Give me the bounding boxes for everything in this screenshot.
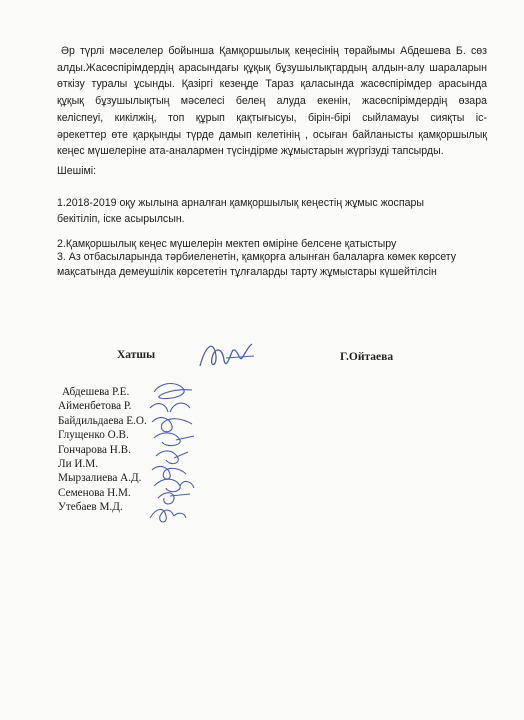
decision-item-3-cont: мақсатында демеушілік көрсететін тұлғаларды тарту жұмыстары күшейтілсін [57,266,437,278]
members-list [58,385,147,515]
intro-line: құқық бұзушылықтың мәселесі белең алуда екенін, жасөспірімдердің өзара [57,95,487,108]
intro-line: келіспеуі, кикілжің, топ құрып қақтығысуы, бірін-бірі сыйламауы сияқты іс- [57,111,487,124]
member-name: Семенова Н.М. [58,486,131,499]
decision-item-1-cont: бекітіліп, іске асырылсын. [57,213,185,225]
members-signatures [140,378,200,528]
secretary-name: Г.Ойтаева [340,351,394,363]
member-name: Айменбетова Р. [58,400,132,413]
member-name: Утебаев М.Д. [58,501,123,514]
member-name: Гончарова Н.В. [58,443,131,456]
decision-heading: Шешімі: [57,165,97,177]
decision-item-1: 1.2018-2019 оқу жылына арналған қамқоршылық кеңестің жұмыс жоспары [57,197,424,209]
intro-line: алды.Жасөспірімдердің арасындағы құқық бұзушылықтардың алдын-алу шараларын [57,61,487,74]
member-name: Ли И.М. [58,458,98,471]
intro-line: әрекеттер өте қарқынды түрде дамып келетінің , осыған байланысты қамқоршылық [57,128,487,141]
member-name: Байдильдаева Е.О. [58,414,147,427]
decision-item-3-text: 3. Аз отбасыларында тәрбиеленетін, қамқорға алынған балаларға көмек көрсету [57,251,457,263]
intro-line: Әр түрлі мәселелер бойынша Қамқоршылық кеңесінің төрайымы Абдешева Б. сөз [61,45,487,57]
member-name: Глущенко О.В. [58,429,129,442]
secretary-label: Хатшы [117,349,156,361]
member-name: Мырзалиева А.Д. [58,472,142,485]
secretary-signature [196,336,256,376]
intro-line: кеңес мүшелеріне ата-аналармен түсіндірме жұмыстарын жүргізуді тапсырды. [57,145,444,158]
intro-line: өткізу туралы ұсынды. Қазіргі кезеңде Тараз қаласында жасөспірімдер арасында [57,78,487,91]
decision-item-3 [57,250,456,264]
intro-paragraph [57,43,487,160]
decision-item-2: 2.Қамқоршылық кеңес мүшелерін мектеп өміріне белсене қатыстыру [57,238,397,250]
member-name: Абдешева Р.Е. [62,386,130,398]
